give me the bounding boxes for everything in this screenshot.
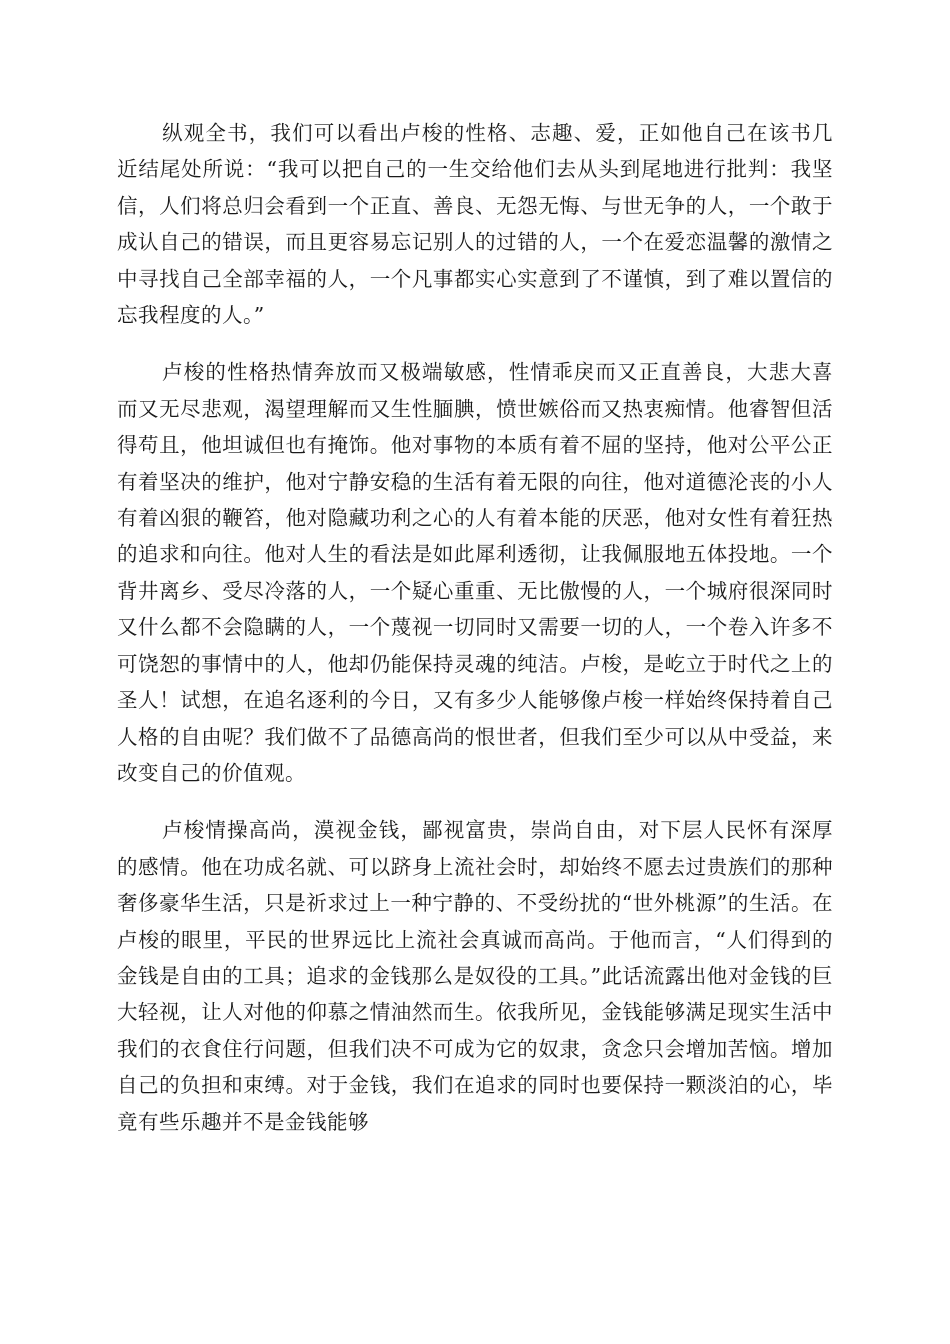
paragraph-1: 纵观全书，我们可以看出卢梭的性格、志趣、爱，正如他自己在该书几近结尾处所说：“我可以把自己的一生交给他们去从头到尾地进行批判：我坚信，人们将总归会看到一个正直、善良、无怨无悔、与世无争的人，一个敢于成认自己的错误，而且更容易忘记别人的过错的人，一个在爱恋温馨的激情之中寻找自己全部幸福的人，一个凡事都实心实意到了不谨慎，到了难以置信的忘我程度的人。” <box>117 121 833 328</box>
paragraph-2: 卢梭的性格热情奔放而又极端敏感，性情乖戾而又正直善良，大悲大喜而又无尽悲观，渴望理解而又生性腼腆，愤世嫉俗而又热衷痴情。他睿智但活得苟且，他坦诚但也有掩饰。他对事物的本质有着不屈的坚持，他对公平公正有着坚决的维护，他对宁静安稳的生活有着无限的向往，他对道德沦丧的小人有着凶狠的鞭笞，他对隐藏功利之心的人有着本能的厌恶，他对女性有着狂热的追求和向往。他对人生的看法是如此犀利透彻，让我佩服地五体投地。一个背井离乡、受尽冷落的人，一个疑心重重、无比傲慢的人，一个城府很深同时又什么都不会隐瞒的人，一个蔑视一切同时又需要一切的人，一个卷入许多不可饶恕的事情中的人，他却仍能保持灵魂的纯洁。卢梭，是屹立于时代之上的圣人！试想，在追名逐利的今日，又有多少人能够像卢梭一样始终保持着自己人格的自由呢？我们做不了品德高尚的恨世者，但我们至少可以从中受益，来改变自己的价值观。 <box>117 360 833 785</box>
paragraph-3: 卢梭情操高尚，漠视金钱，鄙视富贵，崇尚自由，对下层人民怀有深厚的感情。他在功成名就、可以跻身上流社会时，却始终不愿去过贵族们的那种奢侈豪华生活，只是祈求过上一种宁静的、不受纷扰的“世外桃源”的生活。在卢梭的眼里，平民的世界远比上流社会真诚而高尚。于他而言，“人们得到的金钱是自由的工具；追求的金钱那么是奴役的工具。”此话流露出他对金钱的巨大轻视，让人对他的仰慕之情油然而生。依我所见，金钱能够满足现实生活中我们的衣食住行问题，但我们决不可成为它的奴隶，贪念只会增加苦恼。增加自己的负担和束缚。对于金钱，我们在追求的同时也要保持一颗淡泊的心，毕竟有些乐趣并不是金钱能够 <box>117 818 833 1134</box>
document-body <box>117 115 833 1161</box>
